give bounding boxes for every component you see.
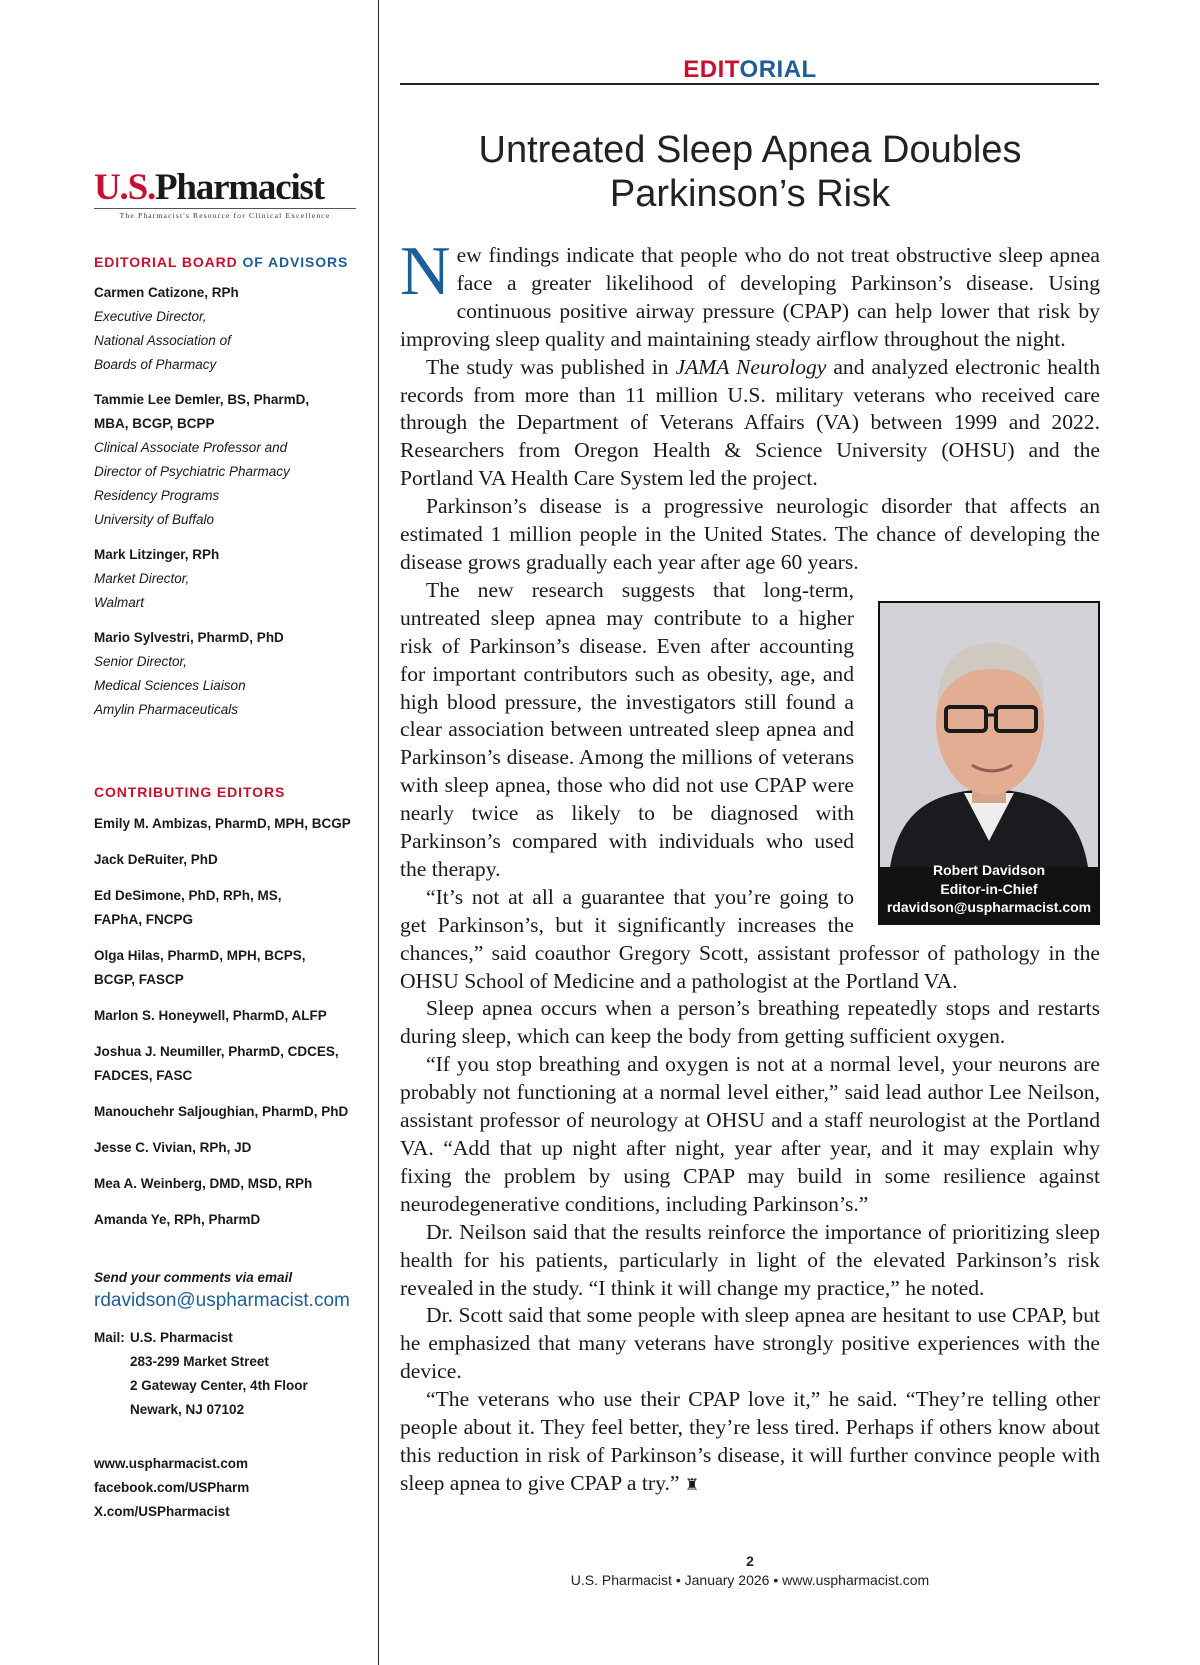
end-mark-icon: ♜ bbox=[684, 1476, 700, 1494]
editorial-board bbox=[94, 254, 356, 722]
us-pharmacist-logo: U.S.Pharmacist The Pharmacist's Resource for Clinical Excellence bbox=[94, 168, 356, 220]
sidebar bbox=[94, 168, 356, 1524]
paragraph: Sleep apnea occurs when a person’s breathing repeatedly stops and restarts during sleep, which can keep the body from getting sufficient oxygen. bbox=[400, 996, 1100, 1049]
editor-name: Robert Davidson bbox=[932, 862, 1045, 879]
paragraph: Dr. Neilson said that the results reinforce the importance of prioritizing sleep health for his patients, particularly in light of the elevated Parkinson’s risk revealed in the study. “I think it will change my practice,” he noted. bbox=[400, 1219, 1100, 1300]
contributor: Emily M. Ambizas, PharmD, MPH, BCGP bbox=[94, 816, 351, 831]
article-body bbox=[400, 233, 1100, 1500]
website-link[interactable]: www.uspharmacist.com bbox=[94, 1456, 249, 1471]
web-links bbox=[94, 1452, 356, 1524]
contrib-heading: CONTRIBUTING EDITORS bbox=[94, 784, 286, 800]
paragraph: The new research suggests that long-term, untreated sleep apnea may contribute to a higher risk of Parkinson’s disease. Even after accounting for important contributors such as obesity, age, and high blood pressure, the investigators still found a clear association between untreated sleep apnea and Parkinson’s disease. Among the millions of veterans with sleep apnea, those who did not use CPAP were nearly twice as likely to be diagnosed with Parkinson’s compared with individuals who used the therapy. bbox=[400, 577, 854, 881]
contributing-editors bbox=[94, 784, 356, 1232]
paragraph: “It’s not at all a guarantee that you’re going to get Parkinson’s, but it significantly increases the chances,” said coauthor Gregory Scott, assistant professor of pathology in the OHSU School of Medicine and a pathologist at the Portland VA. bbox=[400, 884, 1100, 993]
editor-photo bbox=[878, 601, 1100, 925]
contributor: Joshua J. Neumiller, PharmD, CDCES, FADCES, FASC bbox=[94, 1044, 339, 1083]
board-member: Mark Litzinger, RPh Market Director, Walmart bbox=[94, 547, 220, 610]
paragraph: Dr. Scott said that some people with sleep apnea are hesitant to use CPAP, but he emphasized that many veterans have strongly positive experiences with the device. bbox=[400, 1303, 1100, 1384]
board-member: Carmen Catizone, RPh Executive Director, National Association of Boards of Pharmacy bbox=[94, 285, 239, 372]
page-number: 2 bbox=[746, 1553, 754, 1569]
photo-caption bbox=[880, 861, 1098, 917]
contributor: Amanda Ye, RPh, PharmD bbox=[94, 1212, 261, 1227]
logo-tagline: The Pharmacist's Resource for Clinical Excellence bbox=[119, 211, 331, 220]
editor-role: Editor-in-Chief bbox=[940, 880, 1038, 897]
drop-cap: N bbox=[400, 233, 451, 310]
mailing-address: Mail: U.S. Pharmacist 283-299 Market Street 2 Gateway Center, 4th Floor Newark, NJ 07102 bbox=[94, 1330, 308, 1417]
contributor: Jack DeRuiter, PhD bbox=[94, 852, 218, 867]
contributor: Ed DeSimone, PhD, RPh, MS, FAPhA, FNCPG bbox=[94, 888, 282, 927]
contributor: Marlon S. Honeywell, PharmD, ALFP bbox=[94, 1008, 327, 1023]
facebook-link[interactable]: facebook.com/USPharm bbox=[94, 1480, 250, 1495]
paragraph: The study was published in JAMA Neurology and analyzed electronic health records from more than 11 million U.S. military veterans who received care through the Department of Veterans Affairs (VA) between 1999 and 2022. Researchers from Oregon Health & Science University (OHSU) and the Portland VA Health Care System led the project. bbox=[400, 354, 1100, 491]
x-link[interactable]: X.com/USPharmacist bbox=[94, 1504, 230, 1519]
contributor: Manouchehr Saljoughian, PharmD, PhD bbox=[94, 1104, 349, 1119]
paragraph: “If you stop breathing and oxygen is not at a normal level, your neurons are probably not functioning at a normal level either,” said lead author Lee Neilson, assistant professor of neurology at OHSU and a staff neurologist at the Portland VA. “Add that up night after night, year after year, and it may explain why fixing the problem by using CPAP may build in some resilience against neurodegenerative conditions, including Parkinson’s.” bbox=[400, 1052, 1100, 1216]
board-member: Tammie Lee Demler, BS, PharmD, MBA, BCGP, BCPP Clinical Associate Professor and Director of Psychiatric Pharmacy Residency Programs University of Buffalo bbox=[94, 392, 310, 527]
editor-portrait bbox=[880, 603, 1098, 867]
column-divider bbox=[378, 0, 379, 1665]
footer-text: U.S. Pharmacist • January 2026 • www.uspharmacist.com bbox=[570, 1572, 930, 1588]
board-heading: EDITORIAL BOARD OF ADVISORS bbox=[94, 254, 349, 270]
editor-email[interactable]: rdavidson@uspharmacist.com bbox=[886, 899, 1092, 916]
board-member: Mario Sylvestri, PharmD, PhD Senior Director, Medical Sciences Liaison Amylin Pharmaceuticals bbox=[94, 630, 284, 717]
contributor: Jesse C. Vivian, RPh, JD bbox=[94, 1140, 252, 1155]
contact-email-link[interactable]: rdavidson@uspharmacist.com bbox=[94, 1290, 350, 1311]
page-footer bbox=[400, 1552, 1100, 1590]
section-rule bbox=[400, 83, 1099, 85]
paragraph: New findings indicate that people who do not treat obstructive sleep apnea face a greater likelihood of developing Parkinson’s disease. Using continuous positive airway pressure (CPAP) can help lower that risk by improving sleep quality and maintaining steady airflow throughout the night. bbox=[400, 233, 1100, 351]
send-comments-label: Send your comments via email bbox=[94, 1270, 293, 1285]
section-label: EDITORIAL bbox=[683, 56, 817, 83]
paragraph: “The veterans who use their CPAP love it,” he said. “They’re telling other people about it. They feel better, they’re less tired. Perhaps if others know about this reduction in risk of Parkinson’s disease, it will further convince people with sleep apnea to give CPAP a try.” ♜ bbox=[400, 1387, 1100, 1495]
headline: Untreated Sleep Apnea Doubles Parkinson’s Risk bbox=[478, 129, 1022, 215]
contributor: Olga Hilas, PharmD, MPH, BCPS, BCGP, FASCP bbox=[94, 948, 306, 987]
paragraph: Parkinson’s disease is a progressive neurologic disorder that affects an estimated 1 million people in the United States. The chance of developing the disease grows gradually each year after age 60 years. bbox=[400, 494, 1100, 574]
journal-title: JAMA Neurology bbox=[675, 354, 827, 379]
contact-block bbox=[94, 1268, 356, 1524]
contributor: Mea A. Weinberg, DMD, MSD, RPh bbox=[94, 1176, 313, 1191]
